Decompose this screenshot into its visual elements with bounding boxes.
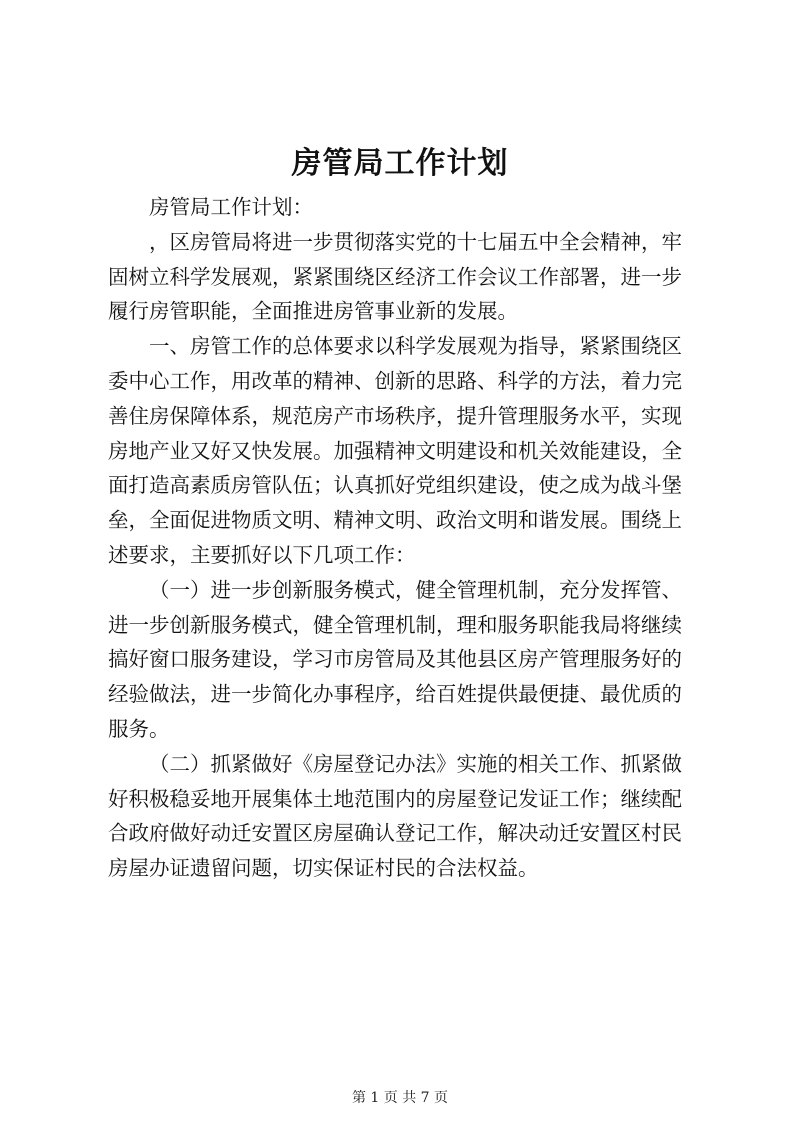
body-line: 进一步创新服务模式，健全管理机制，理和服务职能我局将继续 <box>108 612 682 637</box>
body-line: ，区房管局将进一步贯彻落实党的十七届五中全会精神，牢 <box>149 229 682 254</box>
body-line: （二）抓紧做好《房屋登记办法》实施的相关工作、抓紧做 <box>149 751 682 776</box>
body-line: 合政府做好动迁安置区房屋确认登记工作，解决动迁安置区村民 <box>108 821 682 846</box>
body-line: 委中心工作，用改革的精神、创新的思路、科学的方法，着力完 <box>108 368 682 393</box>
body-line: （一）进一步创新服务模式，健全管理机制，充分发挥管、 <box>149 577 682 602</box>
body-line: 述要求，主要抓好以下几项工作： <box>108 542 416 567</box>
body-line: 搞好窗口服务建设，学习市房管局及其他县区房产管理服务好的 <box>108 647 682 672</box>
page-number-footer: 第 1 页 共 7 页 <box>351 1090 449 1106</box>
body-line: 面打造高素质房管队伍；认真抓好党组织建设，使之成为战斗堡 <box>108 473 682 498</box>
body-line: 房屋办证遗留问题，切实保证村民的合法权益。 <box>108 856 539 881</box>
body-line: 房管局工作计划： <box>149 195 313 219</box>
body-line: 好积极稳妥地开展集体土地范围内的房屋登记发证工作；继续配 <box>108 786 682 811</box>
document-body <box>108 190 712 886</box>
body-line: 履行房管职能，全面推进房管事业新的发展。 <box>108 299 518 324</box>
body-line: 善住房保障体系，规范房产市场秩序，提升管理服务水平，实现 <box>108 403 682 428</box>
document-title: 房管局工作计划 <box>291 146 509 181</box>
body-line: 服务。 <box>108 716 170 741</box>
body-line: 一、房管工作的总体要求以科学发展观为指导，紧紧围绕区 <box>149 334 682 359</box>
body-line: 固树立科学发展观，紧紧围绕区经济工作会议工作部署，进一步 <box>108 264 682 289</box>
body-line: 房地产业又好又快发展。加强精神文明建设和机关效能建设，全 <box>108 438 682 463</box>
body-line: 垒，全面促进物质文明、精神文明、政治文明和谐发展。围绕上 <box>108 508 682 533</box>
body-line: 经验做法，进一步简化办事程序，给百姓提供最便捷、最优质的 <box>108 682 682 707</box>
